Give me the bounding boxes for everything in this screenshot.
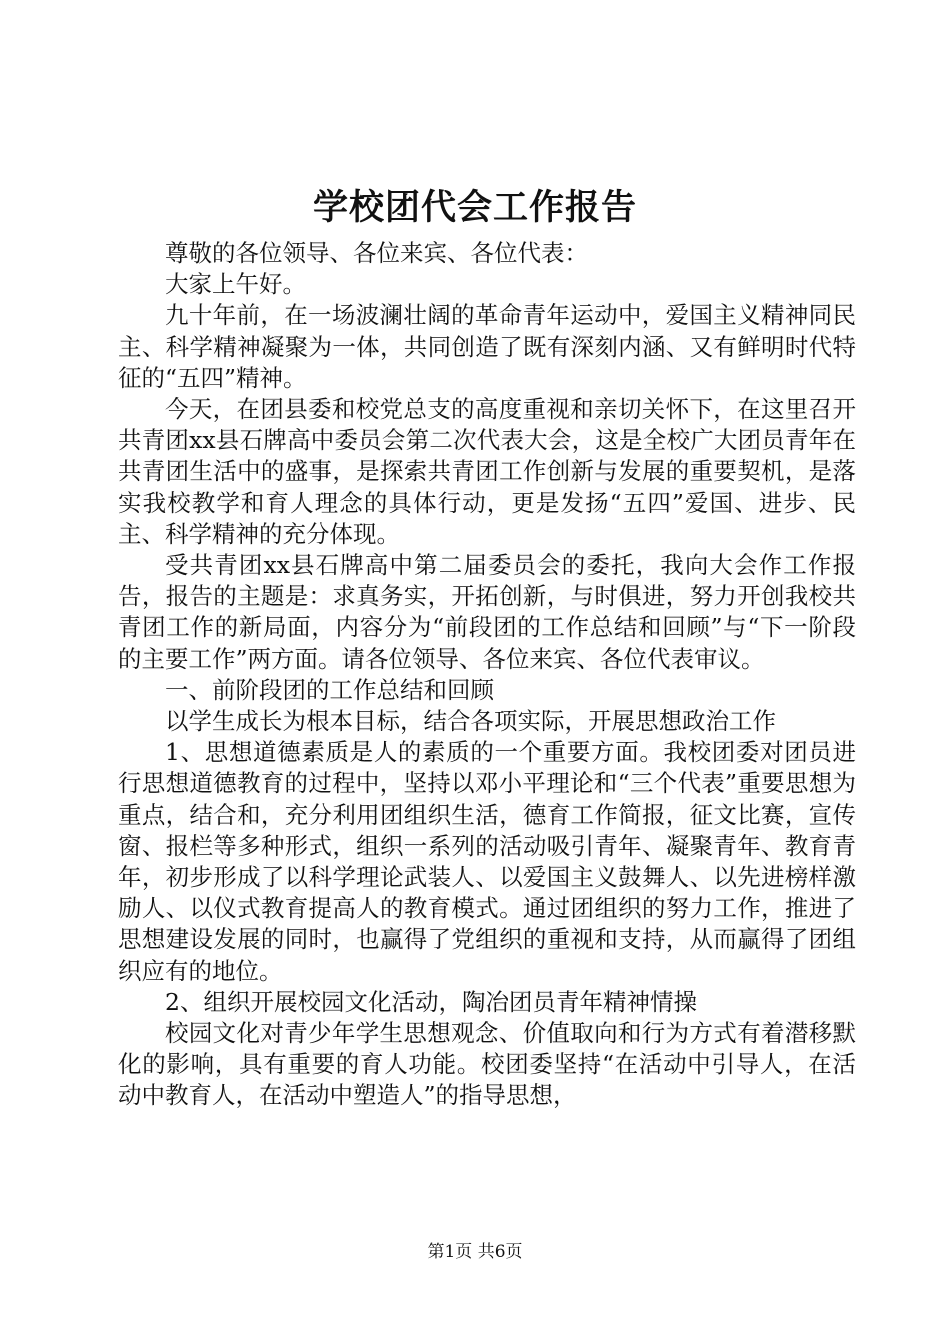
paragraph-item-1: 1、思想道德素质是人的素质的一个重要方面。我校团委对团员进行思想道德教育的过程中，坚持以邓小平理论和“三个代表”重要思想为重点，结合和，充分利用团组织生活，德育工作简报，征文比赛，宣传窗、报栏等多种形式，组织一系列的活动吸引青年、凝聚青年、教育青年，初步形成了以科学理论武装人、以爱国主义鼓舞人、以先进榜样激励人、以仪式教育提高人的教育模式。通过团组织的努力工作，推进了思想建设发展的同时，也赢得了党组织的重视和支持，从而赢得了团组织应有的地位。	[118, 738, 856, 985]
paragraph-item-2-heading: 2、组织开展校园文化活动，陶冶团员青年精神情操	[165, 987, 697, 1016]
paragraph-subheading: 以学生成长为根本目标，结合各项实际，开展思想政治工作	[165, 707, 776, 736]
document-title: 学校团代会工作报告	[312, 187, 637, 228]
paragraph-salutation: 尊敬的各位领导、各位来宾、各位代表：	[165, 239, 588, 267]
document-body	[118, 238, 856, 1112]
paragraph-campus-culture: 校园文化对青少年学生思想观念、价值取向和行为方式有着潜移默化的影响，具有重要的育人功能。校团委坚持“在活动中引导人，在活动中教育人，在活动中塑造人”的指导思想，	[118, 1019, 856, 1110]
paragraph-today: 今天，在团县委和校党总支的高度重视和亲切关怀下，在这里召开共青团xx县石牌高中委员会第二次代表大会，这是全校广大团员青年在共青团生活中的盛事，是探索共青团工作创新与发展的重要契机，是落实我校教学和育人理念的具体行动，更是发扬“五四”爱国、进步、民主、科学精神的充分体现。	[118, 395, 856, 548]
paragraph-history: 九十年前，在一场波澜壮阔的革命青年运动中，爱国主义精神同民主、科学精神凝聚为一体，共同创造了既有深刻内涵、又有鲜明时代特征的“五四”精神。	[118, 301, 856, 392]
page-number: 第1页 共6页	[427, 1242, 523, 1262]
section-heading-1: 一、前阶段团的工作总结和回顾	[165, 675, 494, 704]
paragraph-report-theme: 受共青团xx县石牌高中第二届委员会的委托，我向大会作工作报告，报告的主题是：求真务实，开拓创新，与时俱进，努力开创我校共青团工作的新局面，内容分为“前段团的工作总结和回顾”与“下一阶段的主要工作”两方面。请各位领导、各位来宾、各位代表审议。	[118, 551, 856, 673]
paragraph-greeting: 大家上午好。	[165, 270, 306, 299]
